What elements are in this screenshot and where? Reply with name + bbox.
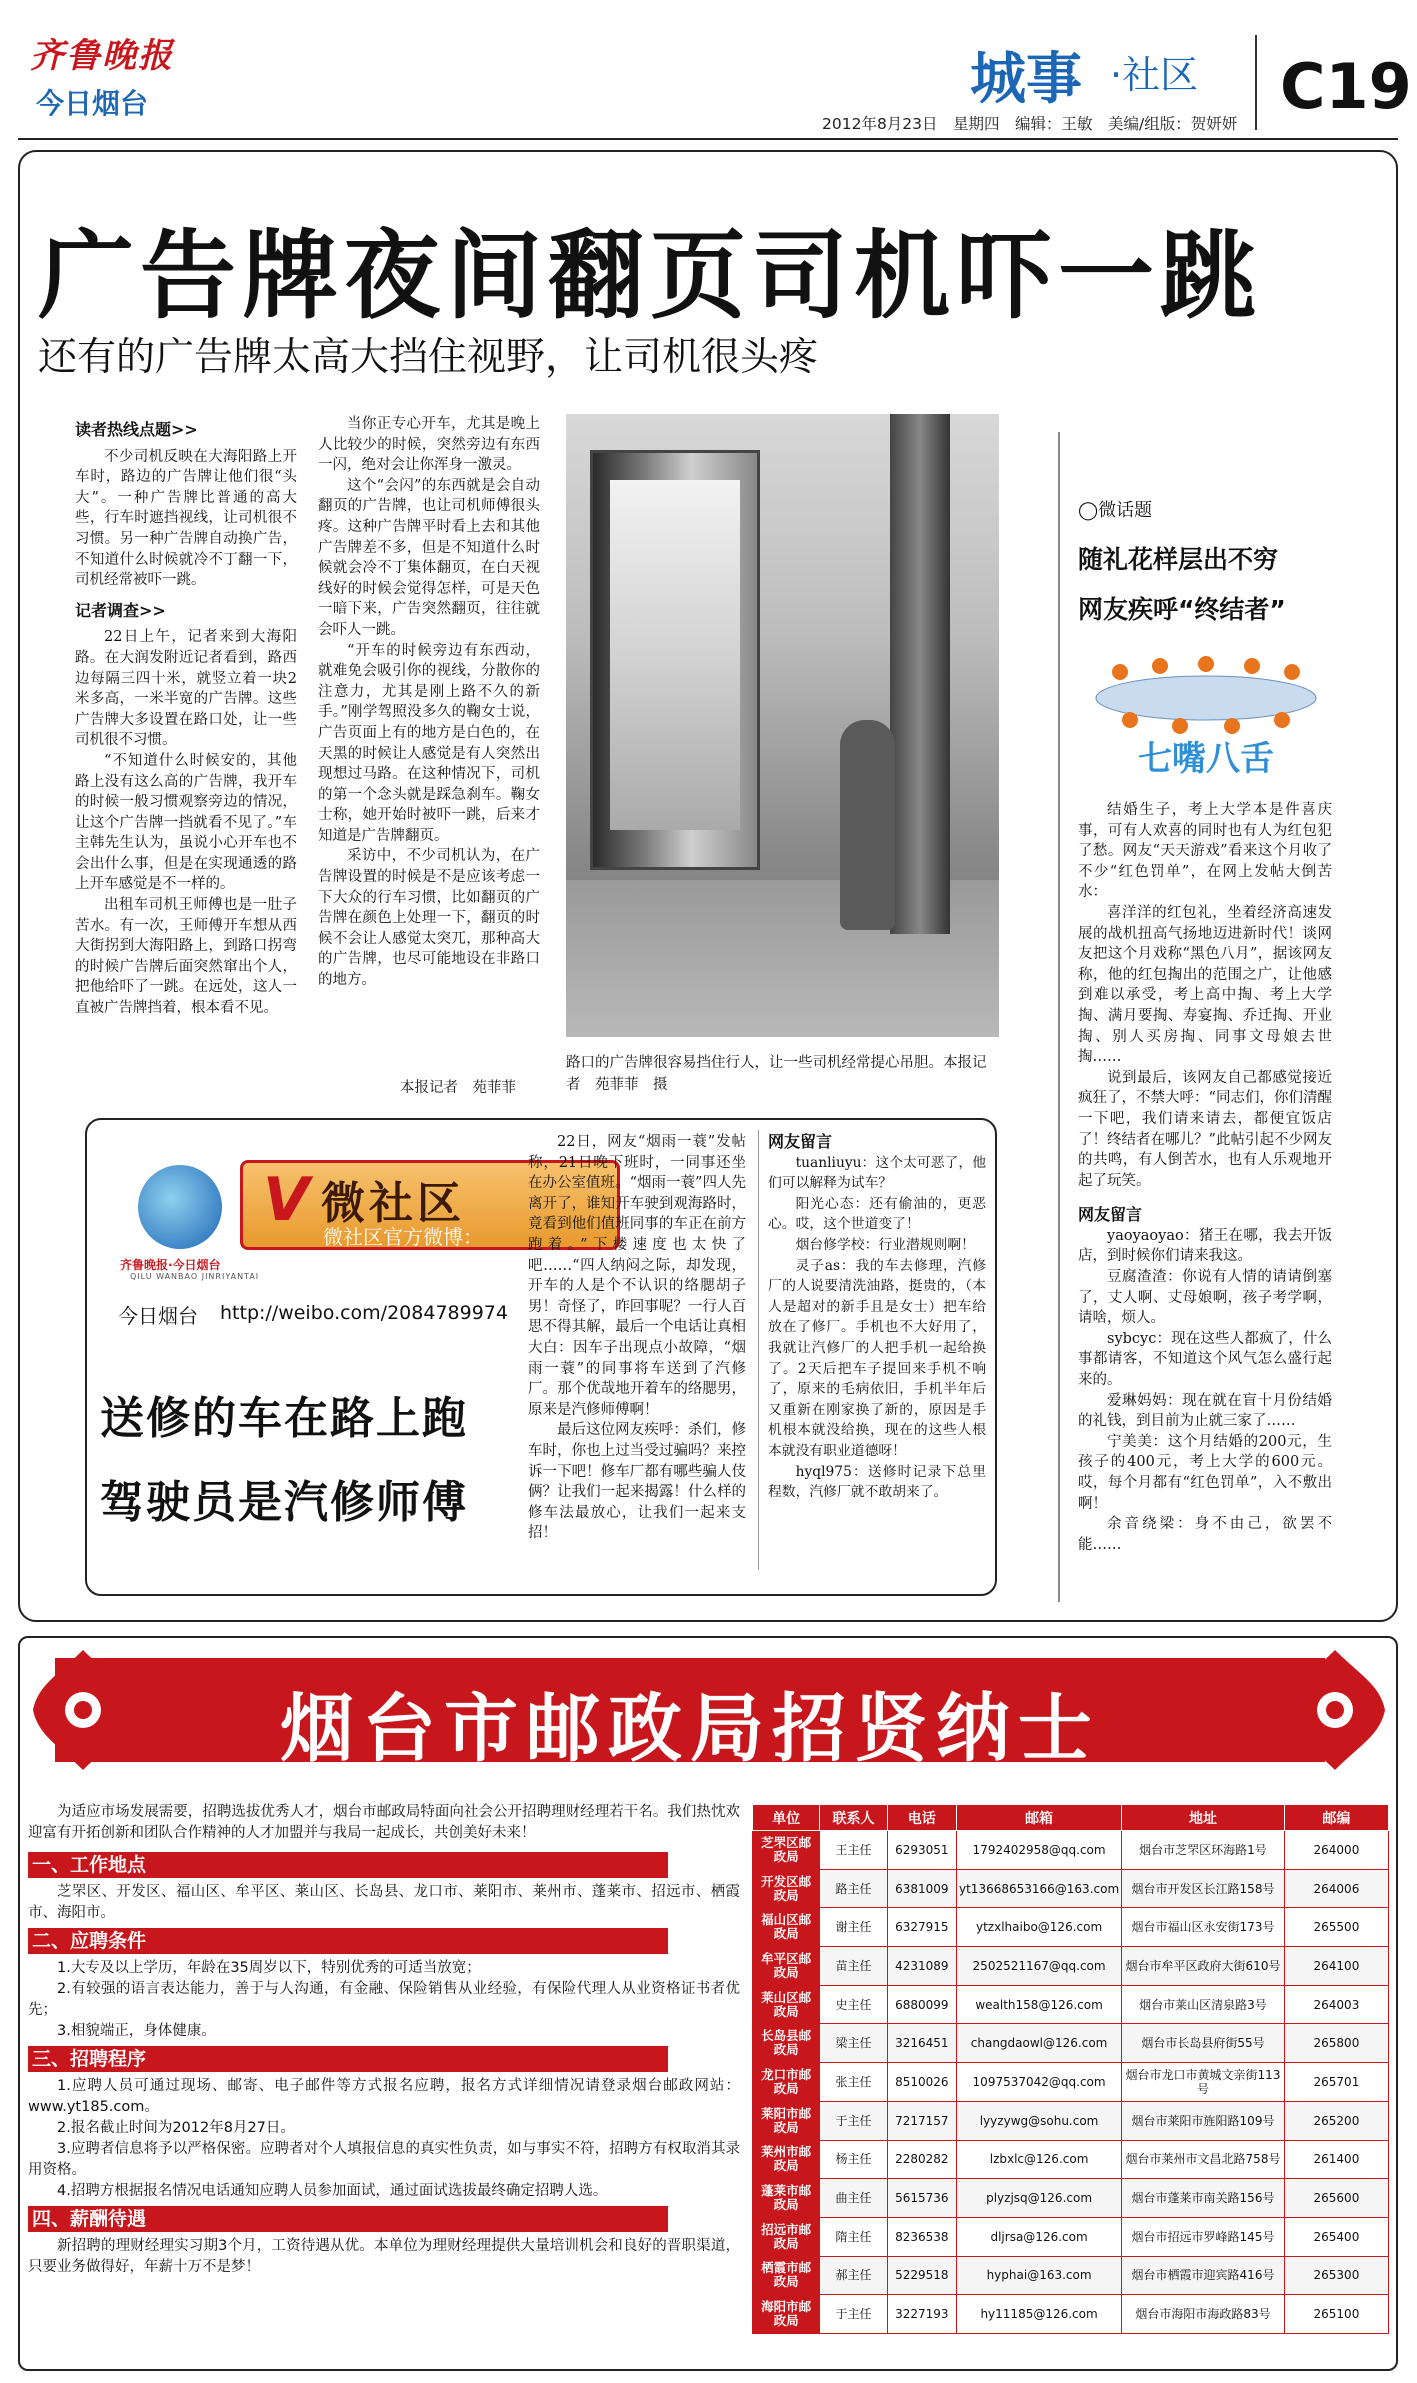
table-row [753,2024,1389,2063]
table-cell: 莱州市邮政局 [753,2140,820,2179]
paragraph: 22日上午，记者来到大海阳路。在大润发附近记者看到，路西边每隔三四十米，就竖立着一块2米多高，一米半宽的广告牌。这些广告牌大多设置在路口处，让一些司机很不习惯。 [75,629,297,749]
paragraph: 出租车司机王师傅也是一肚子苦水。有一次，王师傅开车想从西大街拐到大海阳路上，到路口拐弯的时候广告牌后面突然窜出个人，把他给吓了一跳。在远处，这人一直被广告牌挡着，根本看不见。 [75,897,297,1017]
table-cell: 8510026 [887,2063,956,2102]
table-cell: wealth158@126.com [957,1985,1122,2024]
table-cell: 烟台市蓬莱市南关路156号 [1122,2179,1285,2218]
table-row [753,1985,1389,2024]
table-cell: lyyzywg@sohu.com [957,2101,1122,2140]
table-row [753,2256,1389,2295]
table-cell: 3216451 [887,2024,956,2063]
weishequ-title-2: 驾驶员是汽修师傅 [100,1477,468,1528]
section-heading: 四、薪酬待遇 [28,2206,668,2232]
table-cell: 烟台市开发区长江路158号 [1122,1869,1285,1908]
discussion-table-illustration [1080,640,1332,785]
table-cell: 福山区邮政局 [753,1908,820,1947]
paragraph: 喜洋洋的红包礼，坐着经济高速发展的战机扭高气扬地迈进新时代！谈网友把这个月戏称“黑色八月”，据该网友称，他的红包掏出的范围之广，让他感到难以承受，考上高中掏、考上大学掏、满月要掏、寿宴掏、乔迁掏、开业掏、别人买房掏、同事文母娘去世掏…… [1078,904,1332,1066]
table-row [753,2101,1389,2140]
comment: sybcyc：现在这些人都疯了，什么事都请客，不知道这个风气怎么盛行起来的。 [1078,1330,1332,1389]
paragraph: 22日，网友“烟雨一蓑”发帖称，21日晚下班时，一同事还坐在办公室值班。“烟雨一蓑”四人先离开了，谁知开车驶到观海路时，竟看到他们值班同事的车正在前方跑着。”下楼速度也太快了吧……“四人纳闷之际，却发现，开车的人是个不认识的络腮胡子男！奇怪了，昨回事呢？一行人百思不得其解，最后一个电话让真相大白：因车子出现点小故障，“烟雨一蓑”的同事将车送到了汽修厂。那个优哉地开着车的络腮男，原来是汽修师傅啊！ [528,1134,746,1418]
table-cell: 张主任 [820,2063,887,2102]
table-cell: 长岛县邮政局 [753,2024,820,2063]
ornament-right-icon [1280,1645,1390,1775]
table-cell: 265300 [1284,2256,1388,2295]
paragraph: 2.有较强的语言表达能力，善于与人沟通，有金融、保险销售从业经验，有保险代理人从业资格证书者优先； [28,1981,740,2018]
table-cell: 莱阳市邮政局 [753,2101,820,2140]
table-cell: 4231089 [887,1947,956,1986]
weibo-url[interactable]: http://weibo.com/2084789974 [220,1302,508,1324]
paragraph: 4.招聘方根据报名情况电话通知应聘人员参加面试，通过面试选拔最终确定招聘人选。 [57,2183,608,2199]
comment: 阳光心态：还有偷油的，更恶心。哎，这个世道变了！ [768,1195,986,1233]
weibo-label: 今日烟台 [118,1304,198,1328]
table-cell: 海阳市邮政局 [753,2295,820,2334]
table-row [753,2217,1389,2256]
table-cell: 烟台市福山区永安街173号 [1122,1908,1285,1947]
table-row [753,1831,1389,1870]
table-cell: 6381009 [887,1869,956,1908]
table-cell: 2502521167@qq.com [957,1947,1122,1986]
weishequ-body [528,1132,746,1544]
reporter-survey-label: 记者调查>> [75,600,166,620]
table-cell: hyphai@163.com [957,2256,1122,2295]
table-cell: 烟台市长岛县府街55号 [1122,2024,1285,2063]
column-divider [1058,432,1060,1602]
comment: 灵子as：我的车去修理，汽修厂的人说要清洗油路，挺贵的，（本人是超对的新手且是女士）把车给放在了修厂。手机也不大好用了，我就让汽修厂的人把手机一起给换了。2天后把车子提回来手机不响了，原来的毛病依旧，手机半年后又重新在刚家换了新的，原因是手机根本就没给换，现在的这些人根本就没有职业道德呀！ [768,1257,986,1459]
table-row [753,2063,1389,2102]
contact-table [752,1804,1389,2334]
reader-hotline-label: 读者热线点题>> [75,420,198,439]
table-cell: 7217157 [887,2101,956,2140]
paragraph: 当你正专心开车，尤其是晚上人比较少的时候，突然旁边有东西一闪，绝对会让你浑身一激灵。 [318,416,540,474]
table-header-cell: 邮编 [1284,1805,1388,1831]
paragraph: 这个“会闪”的东西就是会自动翻页的广告牌，也让司机师傅很头疼。这种广告牌平时看上去和其他广告牌差不多，但是不知道什么时候就会冷不丁集体翻页，在白天视线好的时候会觉得怎样，可是天色一暗下来，广告突然翻页，往往就会吓人一跳。 [318,477,540,638]
recruit-intro: 为适应市场发展需要，招聘选拔优秀人才，烟台市邮政局特面向社会公开招聘理财经理若干名。我们热忱欢迎富有开拓创新和团队合作精神的人才加盟并与我局一起成长，共创美好未来！ [28,1804,740,1841]
paragraph: 2.报名截止时间为2012年8月27日。 [57,2120,295,2136]
table-cell: hy11185@126.com [957,2295,1122,2334]
table-cell: 芝罘区邮政局 [753,1831,820,1870]
table-cell: 烟台市莱山区清泉路3号 [1122,1985,1285,2024]
table-row [753,1947,1389,1986]
paragraph: 结婚生子，考上大学本是件喜庆事，可有人欢喜的同时也有人为红包犯了愁。网友“天天游戏”看来这个月收了不少“红色罚单”，在网上发帖大倒苦水： [1078,802,1332,901]
table-header-cell: 单位 [753,1805,820,1831]
table-cell: 烟台市招远市罗峰路145号 [1122,2217,1285,2256]
photo-tree [890,414,950,934]
weitopic-body [1078,800,1332,1555]
paragraph: “开车的时候旁边有东西动，就难免会吸引你的视线，分散你的注意力，尤其是刚上路不久的新手。”刚学驾照没多久的鞠女士说，广告页面上有的地方是白色的，在天黑的时候让人感觉是有人突然出现想过马路。在这种情况下，司机的第一个念头就是踩急刹车。鞠女士称，她开始时被吓一跳，后来才知道是广告牌翻页。 [318,642,540,844]
comment: 爱琳妈妈：现在就在盲十月份结婚的礼钱，到目前为止就三家了…… [1078,1392,1332,1430]
logo-subtext: 微社区官方微博： [323,1225,483,1249]
comment: 豆腐渣渣：你说有人情的请请倒塞了，丈人啊、丈母娘啊，孩子考学啊，请啥，烦人。 [1078,1269,1332,1327]
table-header-cell: 电话 [887,1805,956,1831]
table-cell: 1792402958@qq.com [957,1831,1122,1870]
masthead-logo: 齐鲁晚报 [30,36,174,76]
table-cell: 5615736 [887,2179,956,2218]
table-cell: 烟台市莱州市文昌北路758号 [1122,2140,1285,2179]
table-cell: 曲主任 [820,2179,887,2218]
table-cell: 苗主任 [820,1947,887,1986]
headline: 广告牌夜间翻页司机吓一跳 [38,220,1262,332]
paragraph: 1.大专及以上学历，年龄在35周岁以下，特别优秀的可适当放宽； [57,1960,481,1976]
recruit-title: 烟台市邮政局招贤纳士 [280,1686,1100,1772]
weishequ-title-1: 送修的车在路上跑 [100,1393,468,1444]
dateline: 2012年8月23日 星期四 编辑：王敏 美编/组版：贺妍妍 [822,115,1238,133]
table-header-cell: 地址 [1122,1805,1285,1831]
table-cell: 烟台市龙口市黄城文亲街113号 [1122,2063,1285,2102]
table-cell: 牟平区邮政局 [753,1947,820,1986]
v-letter: V [263,1165,310,1235]
paragraph: “不知道什么时候安的，其他路上没有这么高的广告牌，我开车的时候一般习惯观察旁边的情况，让这个广告牌一挡就看不见了。”车主韩先生认为，虽说小心开车也不会出什么事，但是在实现通透的路上开车感觉是不一样的。 [75,752,297,893]
table-cell: dljrsa@126.com [957,2217,1122,2256]
comment: yaoyaoyao：猪王在哪，我去开饭店，到时候你们请来我这。 [1078,1227,1332,1265]
comment: tuanliuyu：这个太可恶了，他们可以解释为试车？ [768,1154,986,1192]
table-cell: 烟台市海阳市海政路83号 [1122,2295,1285,2334]
table-cell: 264100 [1284,1947,1388,1986]
article-column-1 [75,420,297,1019]
section-title: 城事 [970,47,1082,112]
table-cell: lzbxlc@126.com [957,2140,1122,2179]
table-cell: 史主任 [820,1985,887,2024]
table-cell: 2280282 [887,2140,956,2179]
table-cell: 261400 [1284,2140,1388,2179]
brand-pinyin: QILU WANBAO JINRIYANTAI [130,1272,260,1281]
table-cell: 王主任 [820,1831,887,1870]
paragraph: 3.相貌端正，身体健康。 [57,2023,216,2039]
table-cell: 烟台市莱阳市旌阳路109号 [1122,2101,1285,2140]
paragraph: 1.应聘人员可通过现场、邮寄、电子邮件等方式报名应聘，报名方式详细情况请登录烟台邮政网站：www.yt185.com。 [28,2078,740,2115]
table-cell: 烟台市栖霞市迎宾路416号 [1122,2256,1285,2295]
table-cell: 265600 [1284,2179,1388,2218]
photo-caption: 路口的广告牌很容易挡住行人，让一些司机经常提心吊胆。本报记者 苑菲菲 摄 [566,1055,987,1093]
table-header-cell: 邮箱 [957,1805,1122,1831]
table-cell: 265100 [1284,2295,1388,2334]
table-cell: 264000 [1284,1831,1388,1870]
table-header-cell: 联系人 [820,1805,887,1831]
table-cell: 路主任 [820,1869,887,1908]
table-row [753,1869,1389,1908]
table-cell: 招远市邮政局 [753,2217,820,2256]
header-divider [1255,35,1257,130]
section-heading: 一、工作地点 [28,1852,668,1878]
table-cell: 265400 [1284,2217,1388,2256]
weitopic-label: ◯微话题 [1078,500,1153,521]
table-cell: 烟台市芝罘区环海路1号 [1122,1831,1285,1870]
table-cell: 谢主任 [820,1908,887,1947]
paragraph: 新招聘的理财经理实习期3个月，工资待遇从优。本单位为理财经理提供大量培训机会和良好的晋职渠道，只要业务做得好，年薪十万不是梦！ [28,2238,740,2275]
table-cell: 5229518 [887,2256,956,2295]
header-rule [18,138,1398,140]
subsection-title: ·社区 [1110,53,1199,97]
weishequ-divider [758,1130,759,1570]
table-cell: 1097537042@qq.com [957,2063,1122,2102]
paragraph: 不少司机反映在大海阳路上开车时，路边的广告牌让他们很“头大”。一种广告牌比普通的高大些，行车时遮挡视线，让司机很不习惯。另一种广告牌自动换广告，不知道什么时候就冷不丁翻一下，司机经常被吓一跳。 [75,448,297,589]
comments-label: 网友留言 [1078,1205,1143,1225]
table-cell: 于主任 [820,2295,887,2334]
table-cell: 6327915 [887,1908,956,1947]
table-cell: 开发区邮政局 [753,1869,820,1908]
edition-name: 今日烟台 [36,87,149,120]
table-cell: 于主任 [820,2101,887,2140]
table-cell: ytzxlhaibo@126.com [957,1908,1122,1947]
table-cell: yt13668653166@163.com [957,1869,1122,1908]
comment: hyql975：送修时记录下总里程数，汽修厂就不敢胡来了。 [768,1463,986,1501]
paragraph: 芝罘区、开发区、福山区、牟平区、莱山区、长岛县、龙口市、莱阳市、莱州市、蓬莱市、招远市、栖霞市、海阳市。 [28,1884,740,1921]
logo-text: 微社区 [321,1178,465,1229]
weitopic-title-1: 随礼花样层出不穷 [1078,545,1279,574]
section-heading: 三、招聘程序 [28,2046,668,2072]
table-cell: changdaowl@126.com [957,2024,1122,2063]
byline: 本报记者 苑菲菲 [400,1080,516,1096]
ornament-left-icon [28,1645,138,1775]
table-cell: 265200 [1284,2101,1388,2140]
subheadline: 还有的广告牌太高大挡住视野，让司机很头疼 [38,335,819,380]
table-row [753,2140,1389,2179]
comment: 余音绕梁：身不由己，欲罢不能…… [1078,1516,1332,1553]
table-cell: 郝主任 [820,2256,887,2295]
table-cell: 265800 [1284,2024,1388,2063]
recruit-banner [55,1658,1325,1772]
table-cell: 6293051 [887,1831,956,1870]
paragraph: 采访中，不少司机认为，在广告牌设置的时候是不是应该考虑一下大众的行车习惯，比如翻页的广告牌在颜色上处理一下，翻页的时候不会让人感觉太突兀，那种高大的广告牌，也尽可能地设在非路口的地方。 [318,848,540,989]
table-cell: 杨主任 [820,2140,887,2179]
article-column-2 [318,414,540,991]
recruit-body [28,1802,740,2278]
photo-billboard-face [610,480,740,830]
comment: 烟台修学校：行业潜规则啊！ [795,1236,975,1253]
table-cell: 265500 [1284,1908,1388,1947]
table-cell: 3227193 [887,2295,956,2334]
table-cell: 梁主任 [820,2024,887,2063]
comment: 宁美美：这个月结婚的200元，生孩子的400元，考上大学的600元。哎，每个月都有“红色罚单”，入不敷出啊！ [1078,1433,1332,1512]
table-cell: 265701 [1284,2063,1388,2102]
paragraph: 最后这位网友疾呼：杀们，修车时，你也上过当受过骗吗？来控诉一下吧！修车厂都有哪些骗人伎俩？让我们一起来揭露！什么样的修车法最放心，让我们一起来支招！ [528,1422,746,1542]
table-cell: 烟台市牟平区政府大街610号 [1122,1947,1285,1986]
table-cell: 莱山区邮政局 [753,1985,820,2024]
weishequ-comments [768,1132,986,1503]
weitopic-title-2: 网友疾呼“终结者” [1078,595,1286,624]
table-cell: 6880099 [887,1985,956,2024]
table-cell: plyzjsq@126.com [957,2179,1122,2218]
art-text: 七嘴八舌 [1138,739,1274,779]
paragraph: 3.应聘者信息将予以严格保密。应聘者对个人填报信息的真实性负责，如与事实不符，招聘方有权取消其录用资格。 [28,2141,740,2178]
table-row [753,2295,1389,2334]
brand-name: 齐鲁晚报·今日烟台 [120,1258,221,1272]
comments-label: 网友留言 [768,1132,833,1151]
table-row [753,1908,1389,1947]
table-cell: 蓬莱市邮政局 [753,2179,820,2218]
brand-globe-icon [138,1165,222,1249]
table-cell: 隋主任 [820,2217,887,2256]
table-cell: 264003 [1284,1985,1388,2024]
table-cell: 264006 [1284,1869,1388,1908]
table-cell: 8236538 [887,2217,956,2256]
table-cell: 龙口市邮政局 [753,2063,820,2102]
table-header [753,1805,1389,1831]
table-row [753,2179,1389,2218]
photo-person [840,720,895,930]
page-number: C19 [1280,50,1412,123]
paragraph: 说到最后，该网友自己都感觉接近疯狂了，不禁大呼：“同志们，你们清醒一下吧，我们请来请去，都便宜饭店了！终结者在哪儿？”此帖引起不少网友的共鸣，有人倒苦水，也有人乐观地开起了玩笑。 [1078,1069,1332,1189]
table-cell: 栖霞市邮政局 [753,2256,820,2295]
section-heading: 二、应聘条件 [28,1928,668,1954]
